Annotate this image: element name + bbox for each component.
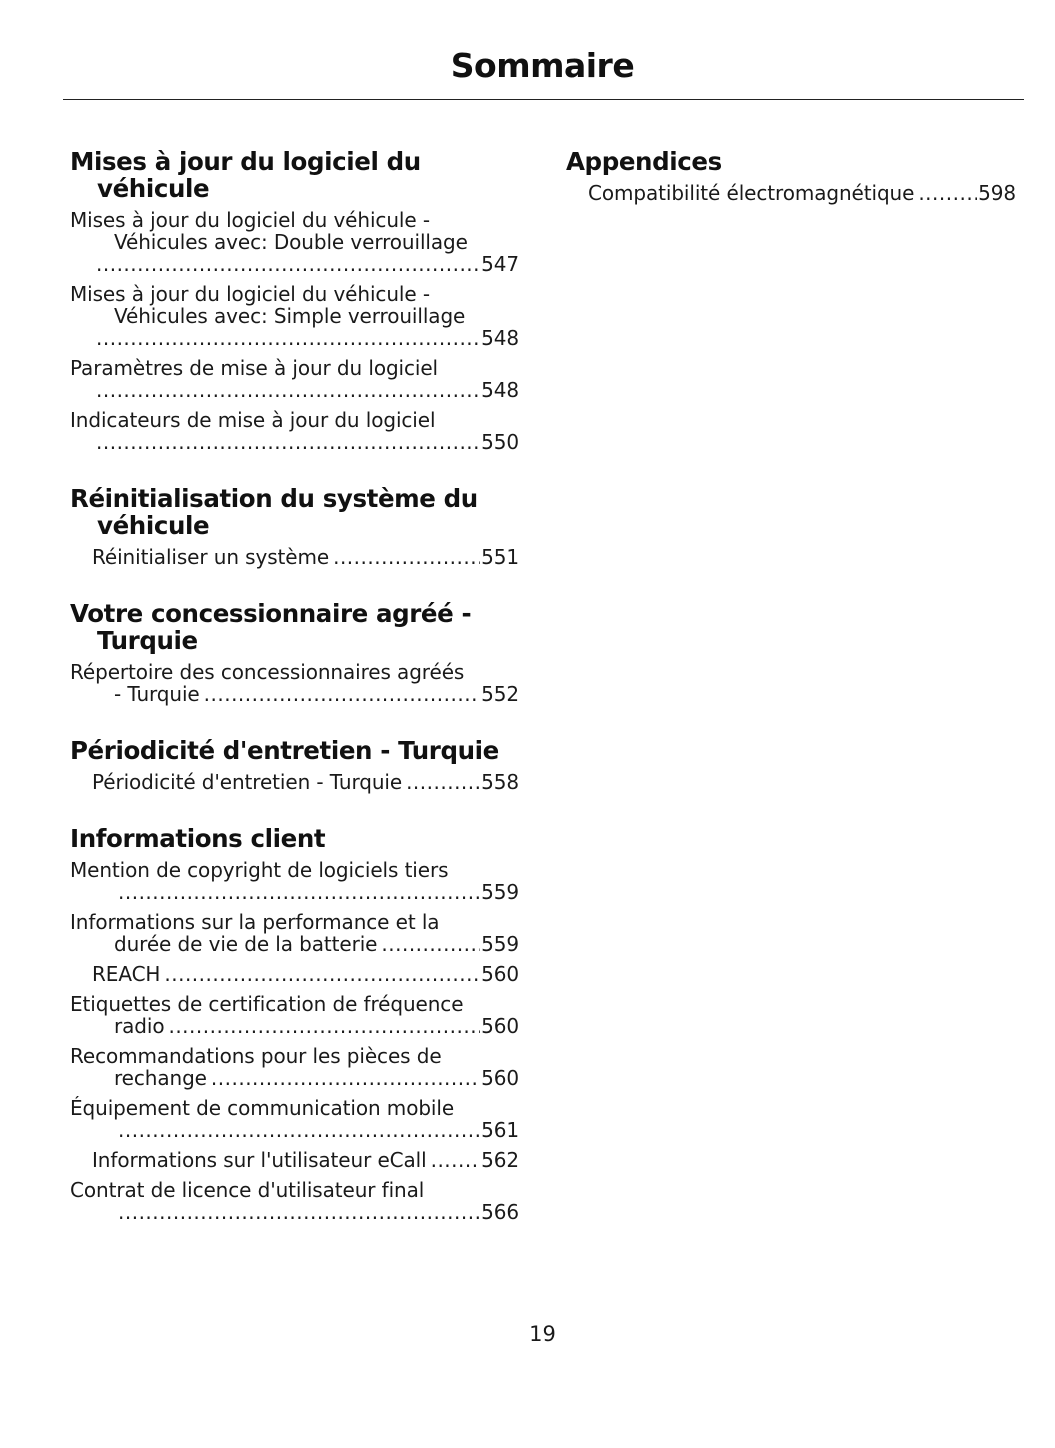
entry-page-number: 548: [481, 378, 519, 402]
toc-entry[interactable]: [70, 409, 519, 453]
entry-page-number: 551: [481, 545, 519, 569]
title-divider: [63, 99, 1024, 100]
entry-page-number: 558: [481, 770, 519, 794]
entry-text: Réinitialiser un système: [92, 545, 330, 569]
entry-text-line2: radio: [114, 1014, 165, 1038]
toc-entry[interactable]: [70, 963, 519, 985]
toc-section-dealer-turkey: [70, 600, 519, 705]
toc-section-customer-info: [70, 825, 519, 1223]
entry-text: Informations sur l'utilisateur eCall: [92, 1148, 427, 1172]
toc-entry[interactable]: [70, 993, 519, 1037]
section-title: Votre concessionnaire agréé - Turquie: [70, 599, 472, 655]
entry-page-number: 547: [481, 252, 519, 276]
entry-page-number: 598: [978, 181, 1016, 205]
entry-text-line2: - Turquie: [114, 682, 200, 706]
entry-text-line1: Recommandations pour les pièces de: [70, 1044, 442, 1068]
dot-leader: [96, 431, 480, 453]
toc-right-column: [566, 148, 1016, 236]
entry-text-line2: rechange: [114, 1066, 207, 1090]
page-number: 19: [529, 1322, 556, 1346]
entry-page-number: 552: [481, 682, 519, 706]
dot-leader: [164, 963, 480, 985]
entry-text-line1: Etiquettes de certification de fréquence: [70, 992, 464, 1016]
toc-entry[interactable]: [566, 182, 1016, 204]
entry-text-line2: durée de vie de la batterie: [114, 932, 378, 956]
dot-leader: [96, 253, 480, 275]
entry-text-line2: Véhicules avec: Double verrouillage: [114, 230, 468, 254]
entry-page-number: 548: [481, 326, 519, 350]
dot-leader: [118, 881, 480, 903]
entry-page-number: 560: [481, 1066, 519, 1090]
toc-entry[interactable]: [70, 859, 519, 903]
dot-leader: [96, 327, 480, 349]
entry-page-number: 561: [481, 1118, 519, 1142]
entry-text-line1: Informations sur la performance et la: [70, 910, 440, 934]
dot-leader: [118, 1119, 480, 1141]
toc-section-appendices: [566, 148, 1016, 204]
entry-page-number: 559: [481, 880, 519, 904]
entry-text-line2: Véhicules avec: Simple verrouillage: [114, 304, 466, 328]
toc-entry[interactable]: [70, 546, 519, 568]
entry-text-line1: Indicateurs de mise à jour du logiciel: [70, 408, 436, 432]
entry-page-number: 560: [481, 1014, 519, 1038]
entry-page-number: 562: [481, 1148, 519, 1172]
entry-text-line1: Mises à jour du logiciel du véhicule -: [70, 282, 430, 306]
dot-leader: [431, 1149, 481, 1171]
dot-leader: [204, 683, 480, 705]
entry-text: Compatibilité électromagnétique: [588, 181, 915, 205]
toc-entry[interactable]: [70, 1045, 519, 1089]
toc-entry[interactable]: [70, 209, 519, 275]
section-title: Informations client: [70, 824, 326, 853]
dot-leader: [96, 379, 480, 401]
entry-page-number: 566: [481, 1200, 519, 1224]
toc-entry[interactable]: [70, 1149, 519, 1171]
entry-text-line1: Mises à jour du logiciel du véhicule -: [70, 208, 430, 232]
toc-entry[interactable]: [70, 283, 519, 349]
entry-text-line1: Contrat de licence d'utilisateur final: [70, 1178, 425, 1202]
entry-page-number: 550: [481, 430, 519, 454]
entry-text-line1: Équipement de communication mobile: [70, 1096, 455, 1120]
dot-leader: [406, 771, 480, 793]
entry-page-number: 560: [481, 962, 519, 986]
toc-section-maintenance-turkey: [70, 737, 519, 793]
section-title: Appendices: [566, 147, 722, 176]
dot-leader: [918, 182, 977, 204]
entry-text-line1: Répertoire des concessionnaires agréés: [70, 660, 465, 684]
dot-leader: [118, 1201, 480, 1223]
toc-entry[interactable]: [70, 771, 519, 793]
entry-text-line1: Paramètres de mise à jour du logiciel: [70, 356, 439, 380]
section-title: Périodicité d'entretien - Turquie: [70, 736, 499, 765]
toc-left-column: [70, 148, 519, 1255]
toc-entry[interactable]: [70, 911, 519, 955]
toc-entry[interactable]: [70, 357, 519, 401]
entry-page-number: 559: [481, 932, 519, 956]
toc-entry[interactable]: [70, 661, 519, 705]
section-title: Mises à jour du logiciel du véhicule: [70, 147, 421, 203]
toc-entry[interactable]: [70, 1179, 519, 1223]
section-title: Réinitialisation du système du véhicule: [70, 484, 478, 540]
page-title: Sommaire: [450, 46, 635, 85]
entry-text: Périodicité d'entretien - Turquie: [92, 770, 403, 794]
dot-leader: [168, 1015, 480, 1037]
toc-section-system-reset: [70, 485, 519, 568]
dot-leader: [211, 1067, 480, 1089]
dot-leader: [381, 933, 480, 955]
entry-text: REACH: [92, 962, 161, 986]
entry-text-line1: Mention de copyright de logiciels tiers: [70, 858, 449, 882]
dot-leader: [333, 546, 480, 568]
toc-section-software-updates: [70, 148, 519, 453]
toc-entry[interactable]: [70, 1097, 519, 1141]
